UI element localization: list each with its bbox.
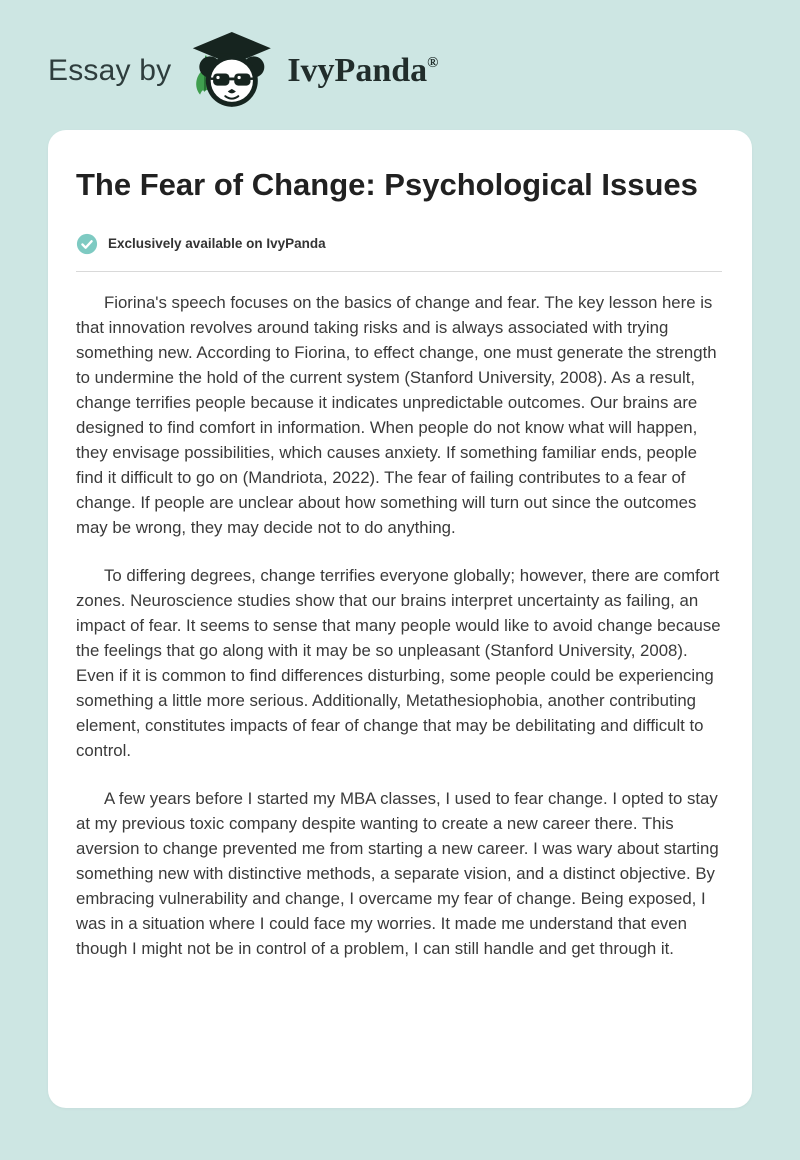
essay-body <box>76 290 722 961</box>
divider <box>76 271 722 272</box>
check-circle-icon <box>76 233 98 255</box>
availability-badge <box>76 233 722 255</box>
essay-paragraph: Fiorina's speech focuses on the basics of change and fear. The key lesson here is that innovation revolves around taking risks and is always associated with trying something new. According to Fiorina, to effect change, one must generate the strength to undermine the hold of the current system (Stanford University, 2008). As a result, change terrifies people because it indicates unpredictable outcomes. Our brains are designed to find comfort in information. When people do not know what will happen, they envisage possibilities, which causes anxiety. If something familiar ends, people find it difficult to go on (Mandriota, 2022). The fear of failing contributes to a fear of change. If people are unclear about how something will turn out since the outcomes may be wrong, they may decide not to do anything. <box>76 292 717 537</box>
site-header <box>0 0 800 112</box>
essay-card <box>48 130 752 1108</box>
panda-graduation-cap-icon <box>185 32 277 110</box>
availability-text: Exclusively available on IvyPanda <box>108 236 326 252</box>
essay-by-label: Essay by <box>48 54 172 87</box>
registered-mark: ® <box>427 55 439 71</box>
essay-paragraph: A few years before I started my MBA classes, I used to fear change. I opted to stay at my previous toxic company despite wanting to create a new career there. This aversion to change prevented me from starting a new career. I was wary about starting something new with distinctive methods, a separate vision, and a distinct objective. By embracing vulnerability and change, I overcame my fear of change. Being exposed, I was in a situation where I could face my worries. It made me understand that even though I might not be in control of a problem, I can still handle and get through it. <box>76 788 719 958</box>
essay-paragraph: To differing degrees, change terrifies everyone globally; however, there are comfort zones. Neuroscience studies show that our brains interpret uncertainty as failing, an impact of fear. It seems to sense that many people would like to avoid change because the feelings that go along with it may be so unpleasant (Stanford University, 2008). Even if it is common to find differences disturbing, some people could be experiencing something a little more serious. Additionally, Metathesiophobia, another contributing element, constitutes impacts of fear of change that may be debilitating and difficult to control. <box>76 565 721 760</box>
ivypanda-logo-link[interactable] <box>185 32 438 110</box>
page-title: The Fear of Change: Psychological Issues <box>76 167 698 202</box>
brand-name: IvyPanda® <box>287 52 439 89</box>
